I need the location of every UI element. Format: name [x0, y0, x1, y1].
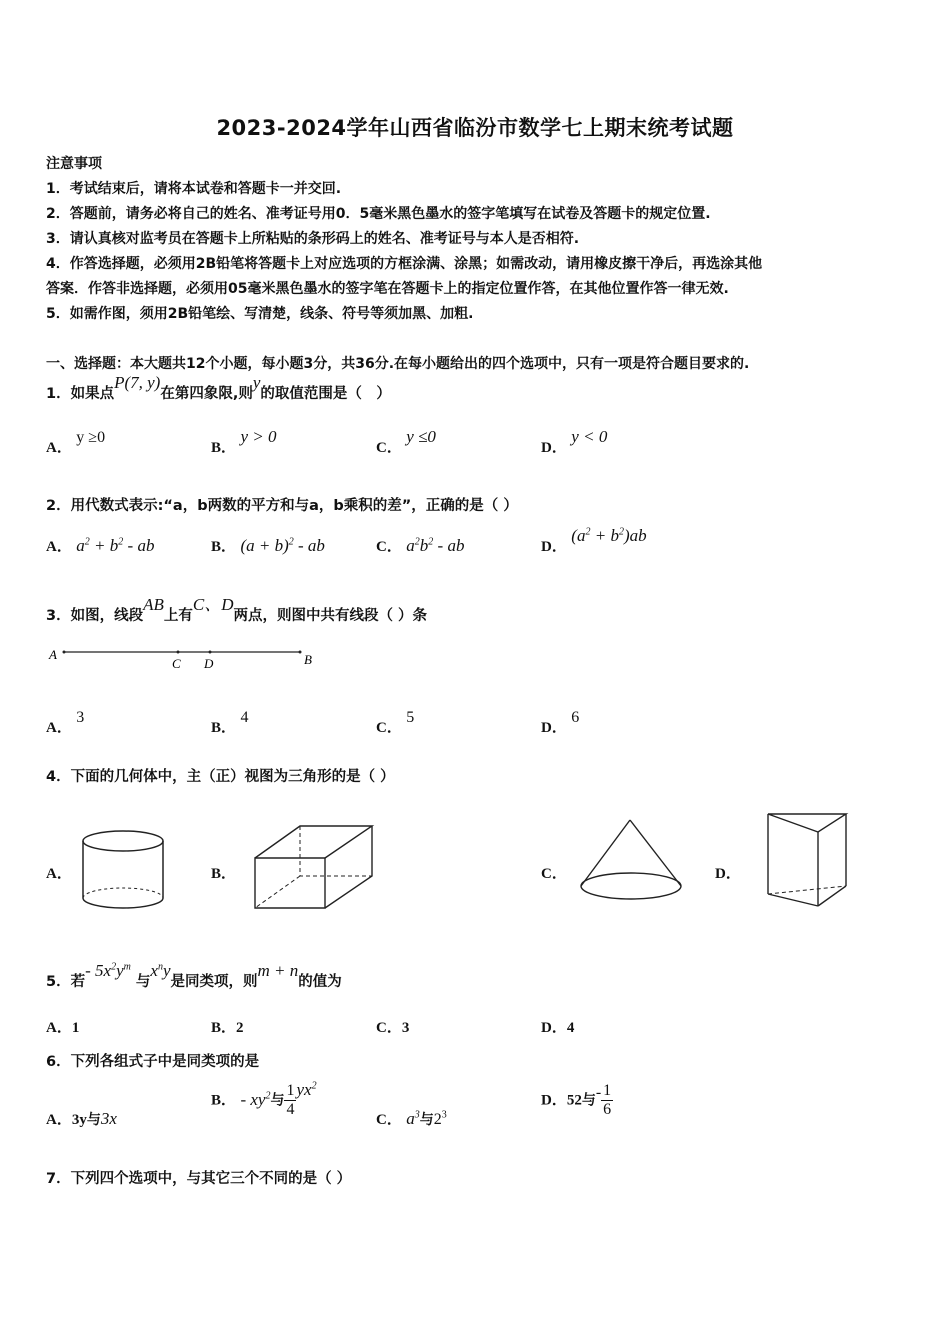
question-6: 6．下列各组式子中是同类项的是 — [46, 1054, 260, 1070]
q1-option-a[interactable]: A． y ≥0 — [46, 429, 106, 456]
point-c-dot — [177, 651, 180, 654]
q6-option-a[interactable]: A．3y与3x — [46, 1109, 117, 1128]
point-p: P(7, y) — [114, 373, 161, 392]
q5-option-b[interactable]: B．2 — [211, 1020, 244, 1036]
q1-option-b[interactable]: B． y > 0 — [211, 427, 277, 456]
q2-option-b[interactable]: B． $(a + b)^2$ - ab — [211, 536, 325, 555]
q2-option-a[interactable]: A． $a^2 + b^2$ - ab — [46, 536, 155, 555]
q6-option-c[interactable]: C． $a^3$与$2^3$ — [376, 1109, 447, 1128]
q4-option-d[interactable]: D． — [715, 866, 741, 882]
q3-option-d[interactable]: D． 6 — [541, 709, 580, 736]
question-1: 1．如果点P(7, y)在第四象限,则y的取值范围是（ ） — [46, 373, 391, 402]
q4-option-b[interactable]: B． — [211, 866, 237, 882]
notice-item: 答案．作答非选择题，必须用05毫米黑色墨水的签字笔在答题卡上的指定位置作答，在其他位置作答一律无效. — [46, 281, 729, 297]
q6-option-d[interactable]: D．52与- $\frac{1}{6}$ — [541, 1082, 612, 1118]
cylinder-icon — [78, 826, 168, 912]
point-b-dot — [299, 651, 302, 654]
section-heading: 一、选择题：本大题共12个小题，每小题3分，共36分.在每小题给出的四个选项中，只有一项是符合题目要求的. — [46, 356, 750, 372]
q4-option-a[interactable]: A． — [46, 866, 72, 882]
q2-option-d[interactable]: D． $(a^2 + b^2)ab$ — [541, 526, 647, 555]
triangular-prism-icon — [762, 810, 856, 910]
q3-option-a[interactable]: A． 3 — [46, 709, 85, 736]
question-5: 5．若- $5x^2y^m$ 与$x^ny$是同类项，则m + n的值为 — [46, 961, 342, 990]
label-c: C — [172, 656, 181, 671]
q5-option-d[interactable]: D．4 — [541, 1020, 575, 1036]
q1-option-c[interactable]: C． y ≤0 — [376, 427, 436, 456]
segment-figure — [44, 642, 334, 674]
point-d-dot — [209, 651, 212, 654]
label-a: A — [49, 647, 57, 662]
question-7: 7．下列四个选项中，与其它三个不同的是（ ） — [46, 1171, 352, 1187]
q2-option-c[interactable]: C． $a^2b^2$ - ab — [376, 536, 465, 555]
notice-item: 4．作答选择题，必须用2B铅笔将答题卡上对应选项的方框涂满、涂黑；如需改动，请用橡皮擦干净后，再选涂其他 — [46, 256, 763, 272]
page-title: 2023-2024学年山西省临汾市数学七上期末统考试题 — [216, 116, 734, 140]
notice-item: 5．如需作图，须用2B铅笔绘、写清楚，线条、符号等须加黑、加粗. — [46, 306, 474, 322]
notice-item: 2．答题前，请务必将自己的姓名、准考证号用0．5毫米黑色墨水的签字笔填写在试卷及答题卡的规定位置. — [46, 206, 711, 222]
q1-option-d[interactable]: D． y < 0 — [541, 427, 608, 456]
q6-option-b[interactable]: B． - $xy^2$与 $\frac{1}{4}$ $yx^2$ — [211, 1079, 317, 1118]
question-2: 2．用代数式表示:“a，b两数的平方和与a，b乘积的差”，正确的是（ ） — [46, 498, 518, 514]
cuboid-icon — [250, 822, 390, 914]
q3-option-b[interactable]: B． 4 — [211, 709, 249, 736]
q5-option-c[interactable]: C．3 — [376, 1020, 410, 1036]
point-a-dot — [63, 651, 66, 654]
question-3: 3．如图，线段AB上有C、D两点，则图中共有线段（ ）条 — [46, 595, 428, 624]
q4-option-c[interactable]: C． — [541, 866, 567, 882]
notice-heading: 注意事项 — [46, 156, 102, 172]
notice-item: 3．请认真核对监考员在答题卡上所粘贴的条形码上的姓名、准考证号与本人是否相符. — [46, 231, 580, 247]
label-b: B — [304, 652, 312, 667]
cone-icon — [575, 816, 687, 906]
notice-item: 1．考试结束后，请将本试卷和答题卡一并交回. — [46, 181, 342, 197]
q3-option-c[interactable]: C． 5 — [376, 709, 415, 736]
q5-option-a[interactable]: A．1 — [46, 1020, 80, 1036]
label-d: D — [204, 656, 214, 671]
question-4: 4．下面的几何体中，主（正）视图为三角形的是（ ） — [46, 769, 395, 785]
